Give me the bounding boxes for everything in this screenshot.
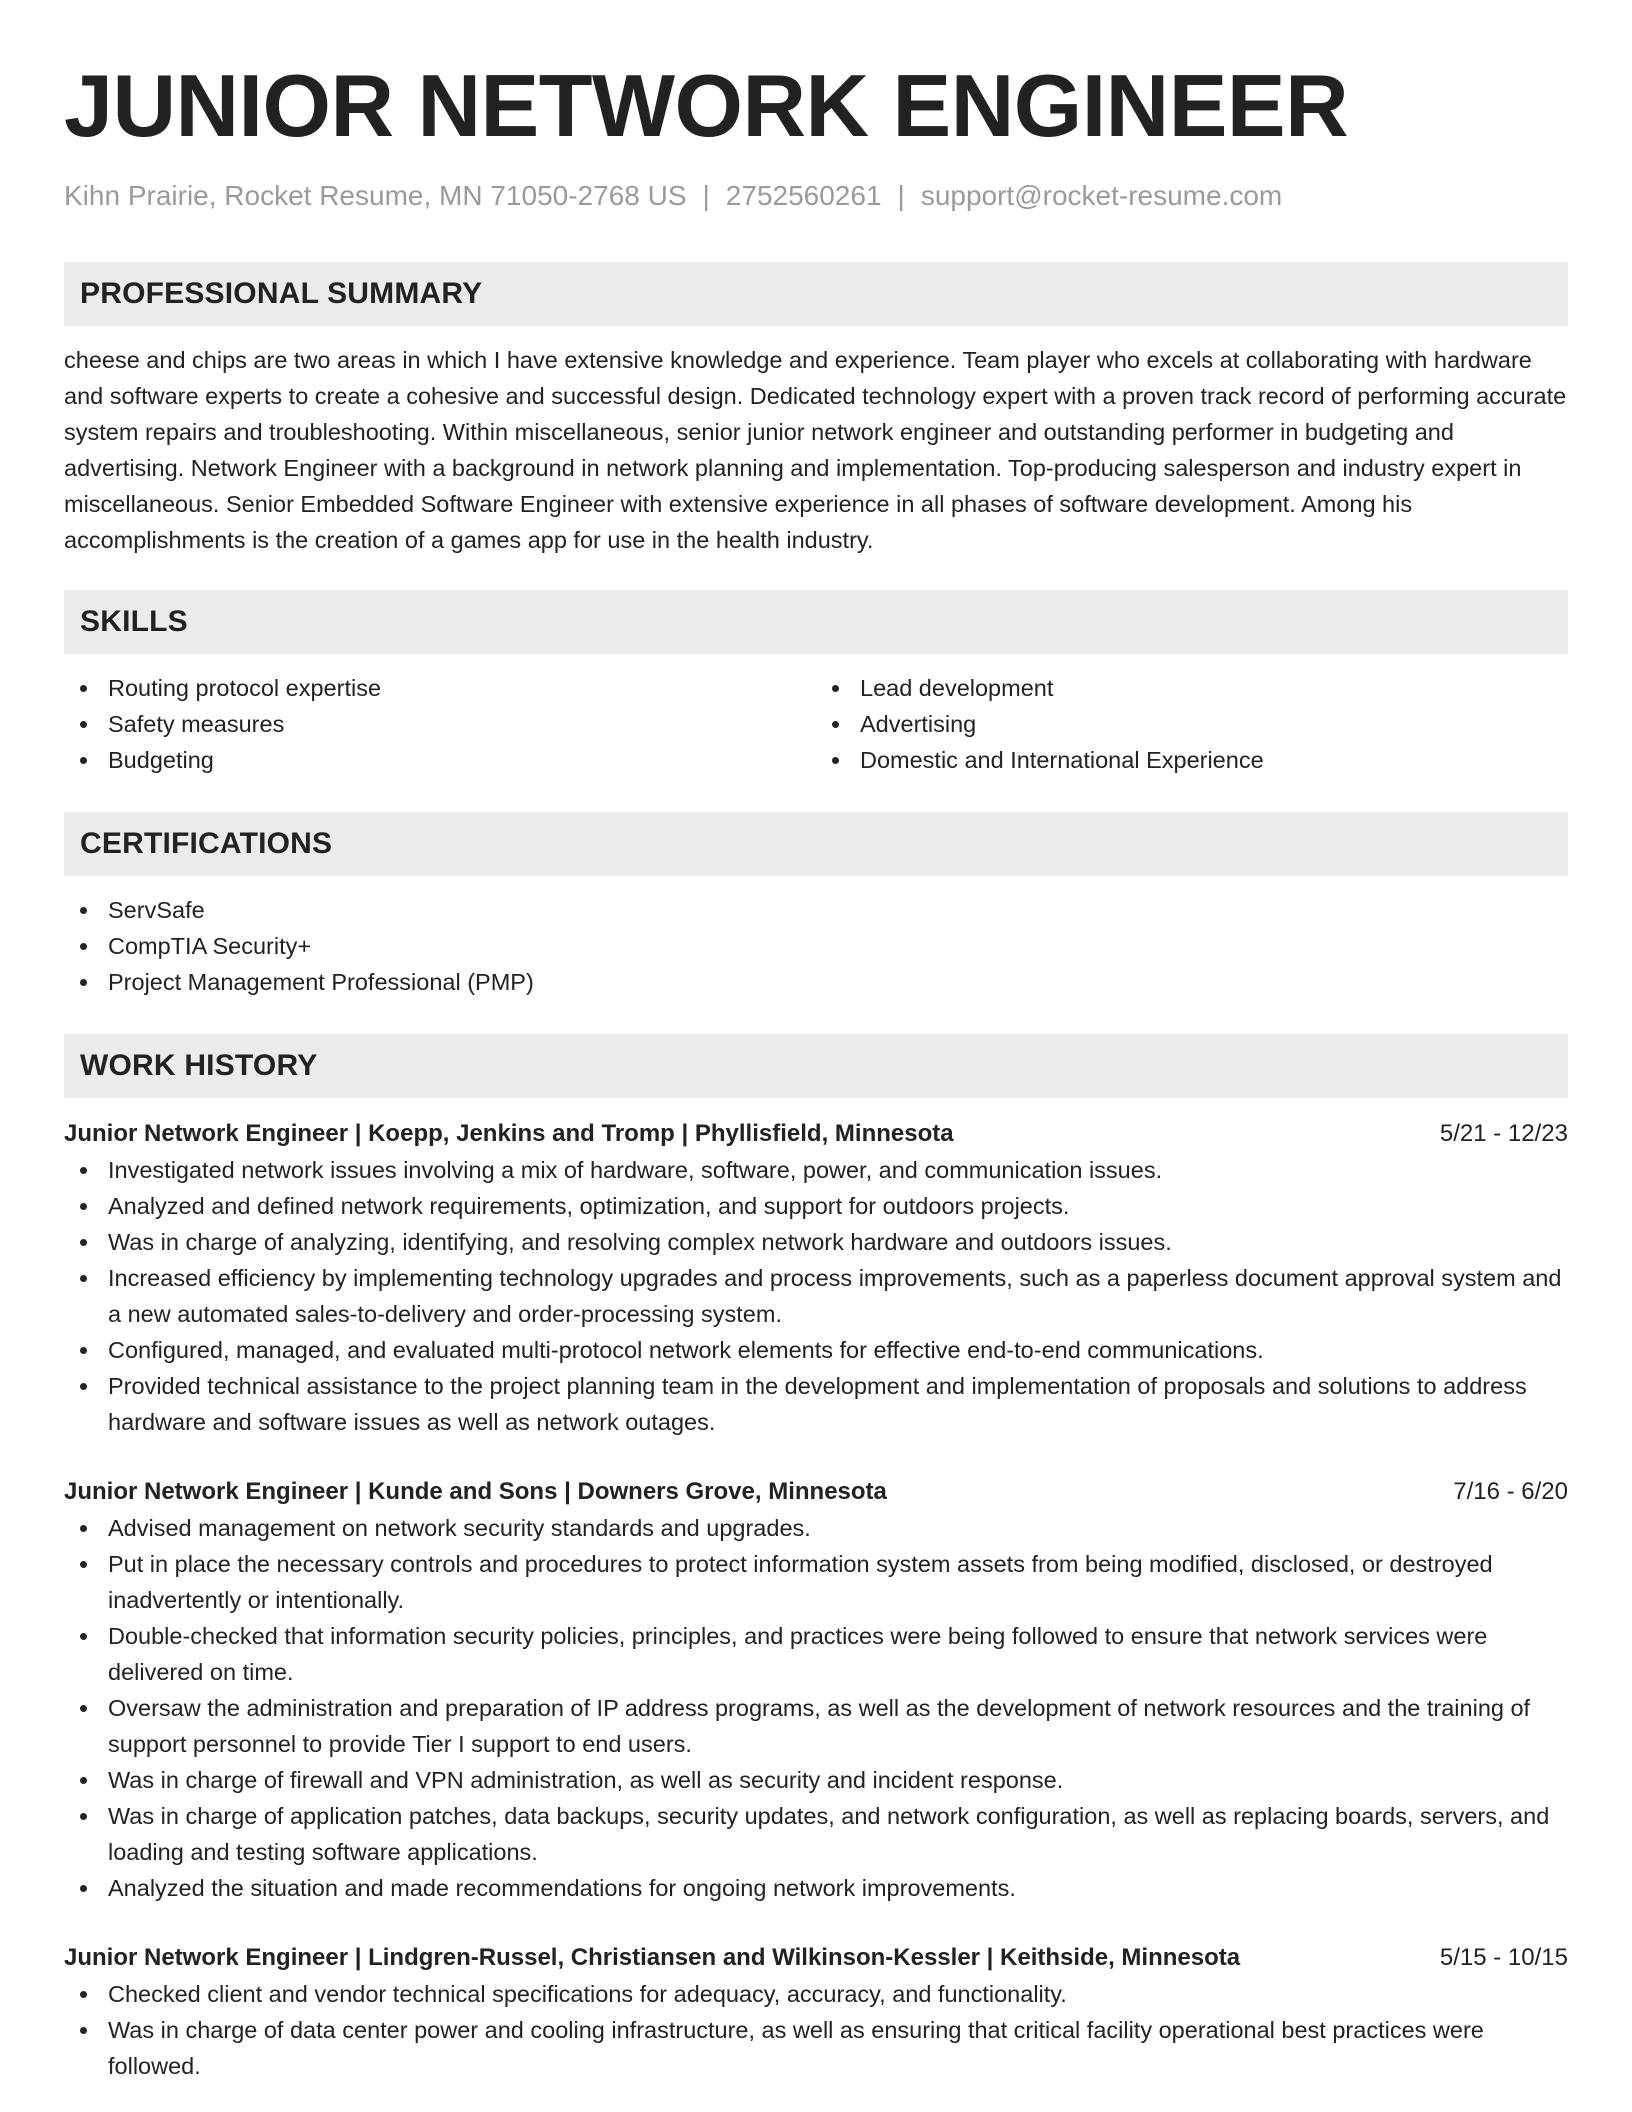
job-bullet-list — [64, 1152, 1568, 1440]
job-header — [64, 1116, 1568, 1152]
job-bullet-list — [64, 1510, 1568, 1906]
skills-heading: SKILLS — [64, 590, 1568, 654]
job-dates: 7/16 - 6/20 — [1453, 1478, 1568, 1505]
contact-separator: | — [897, 180, 905, 211]
job-bullet: Investigated network issues involving a mix of hardware, software, power, and communication issues. — [64, 1152, 1568, 1188]
contact-separator: | — [702, 180, 710, 211]
job-bullet: Increased efficiency by implementing technology upgrades and process improvements, such as a paperless document approval system and a new automated sales-to-delivery and order-processing system. — [64, 1260, 1568, 1332]
job-header — [64, 1940, 1568, 1976]
skill-item: Lead development — [816, 670, 1568, 706]
work-history-section — [64, 1034, 1568, 2084]
job-bullet: Put in place the necessary controls and procedures to protect information system assets from being modified, disclosed, or destroyed inadvertently or intentionally. — [64, 1546, 1568, 1618]
summary-section — [64, 262, 1568, 558]
skill-item: Budgeting — [64, 742, 816, 778]
contact-phone: 2752560261 — [725, 180, 882, 211]
candidate-name: JUNIOR NETWORK ENGINEER — [64, 56, 1349, 155]
certification-item: ServSafe — [64, 892, 1568, 928]
summary-text: cheese and chips are two areas in which I have extensive knowledge and experience. Team player who excels at collaborating with hardware and software experts to create a cohesive and successful design. Dedicated technology expert with a proven track record of performing accurate system repairs and troubleshooting. Within miscellaneous, senior junior network engineer and outstanding performer in budgeting and advertising. Network Engineer with a background in network planning and implementation. Top-producing salesperson and industry expert in miscellaneous. Senior Embedded Software Engineer with extensive experience in all phases of software development. Among his accomplishments is the creation of a games app for use in the health industry. — [64, 347, 1567, 553]
skill-item: Advertising — [816, 706, 1568, 742]
job-title: Junior Network Engineer | Lindgren-Russel, Christiansen and Wilkinson-Kessler | Keithside, Minnesota — [64, 1944, 1241, 1971]
certifications-section — [64, 812, 1568, 1000]
job-bullet: Advised management on network security standards and upgrades. — [64, 1510, 1568, 1546]
job-bullet: Was in charge of application patches, data backups, security updates, and network configuration, as well as replacing boards, servers, and loading and testing software applications. — [64, 1798, 1568, 1870]
contact-email: support@rocket-resume.com — [920, 180, 1283, 211]
skills-left-column — [64, 670, 816, 778]
job-bullet: Oversaw the administration and preparation of IP address programs, as well as the development of network resources and the training of support personnel to provide Tier I support to end users. — [64, 1690, 1568, 1762]
job-header — [64, 1474, 1568, 1510]
job-bullet: Was in charge of data center power and cooling infrastructure, as well as ensuring that critical facility operational best practices were followed. — [64, 2012, 1568, 2084]
skill-item: Domestic and International Experience — [816, 742, 1568, 778]
skills-grid — [64, 670, 1568, 778]
skill-item: Routing protocol expertise — [64, 670, 816, 706]
job-bullet: Provided technical assistance to the project planning team in the development and implementation of proposals and solutions to address hardware and software issues as well as network outages. — [64, 1368, 1568, 1440]
job-title: Junior Network Engineer | Koepp, Jenkins and Tromp | Phyllisfield, Minnesota — [64, 1120, 954, 1147]
certification-item: CompTIA Security+ — [64, 928, 1568, 964]
contact-line — [64, 178, 1568, 214]
job-dates: 5/15 - 10/15 — [1439, 1944, 1568, 1971]
summary-heading: PROFESSIONAL SUMMARY — [64, 262, 1568, 326]
job-bullet: Was in charge of firewall and VPN administration, as well as security and incident response. — [64, 1762, 1568, 1798]
job-dates: 5/21 - 12/23 — [1439, 1120, 1568, 1147]
job-title: Junior Network Engineer | Kunde and Sons | Downers Grove, Minnesota — [64, 1478, 887, 1505]
job-entry — [64, 1940, 1568, 2084]
skills-right-column — [816, 670, 1568, 778]
certifications-list — [64, 892, 1568, 1000]
certification-item: Project Management Professional (PMP) — [64, 964, 1568, 1000]
contact-address: Kihn Prairie, Rocket Resume, MN 71050-2768 US — [64, 180, 687, 211]
job-bullet: Checked client and vendor technical specifications for adequacy, accuracy, and functionality. — [64, 1976, 1568, 2012]
job-entry — [64, 1116, 1568, 1440]
job-bullet-list — [64, 1976, 1568, 2084]
job-bullet: Was in charge of analyzing, identifying, and resolving complex network hardware and outdoors issues. — [64, 1224, 1568, 1260]
certifications-heading: CERTIFICATIONS — [64, 812, 1568, 876]
job-entry — [64, 1474, 1568, 1906]
work-history-heading: WORK HISTORY — [64, 1034, 1568, 1098]
skills-section — [64, 590, 1568, 778]
job-bullet: Configured, managed, and evaluated multi-protocol network elements for effective end-to-end communications. — [64, 1332, 1568, 1368]
skill-item: Safety measures — [64, 706, 816, 742]
job-bullet: Analyzed the situation and made recommendations for ongoing network improvements. — [64, 1870, 1568, 1906]
job-bullet: Double-checked that information security policies, principles, and practices were being followed to ensure that network services were delivered on time. — [64, 1618, 1568, 1690]
job-bullet: Analyzed and defined network requirements, optimization, and support for outdoors projects. — [64, 1188, 1568, 1224]
